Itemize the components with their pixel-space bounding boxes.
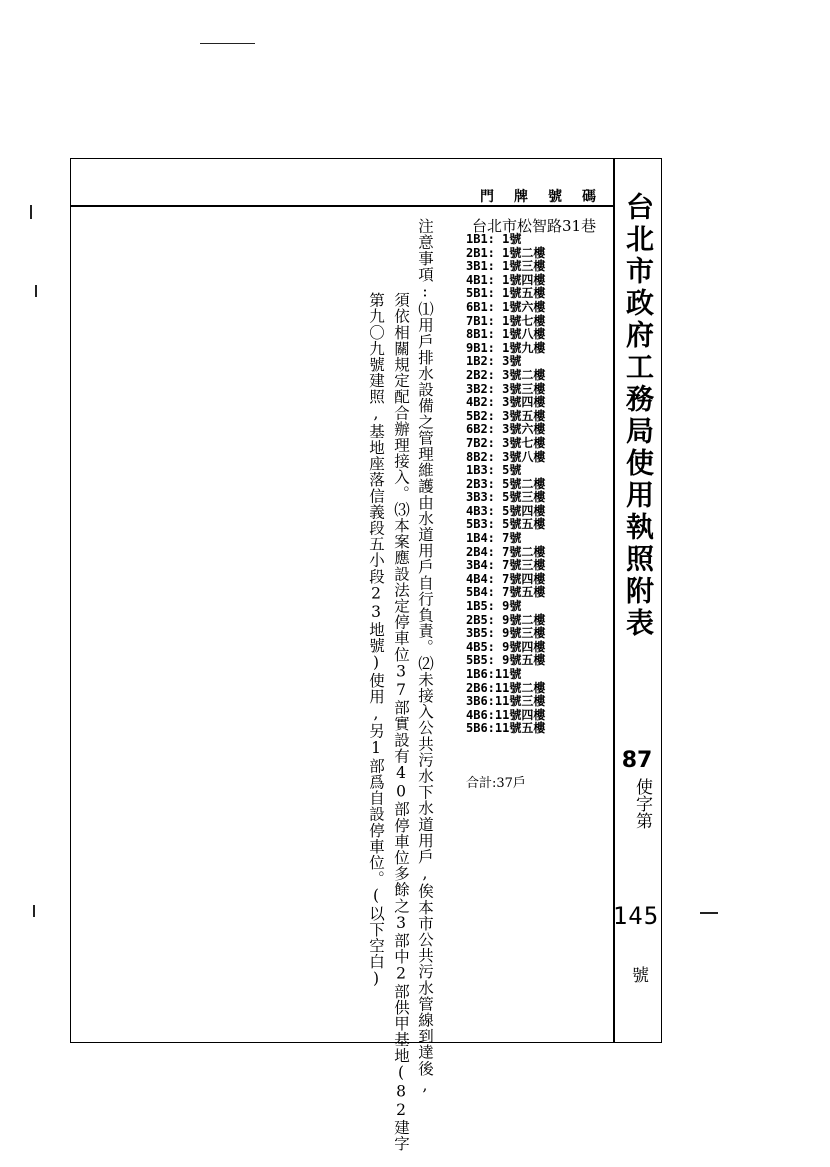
column-header: 門牌號碼	[480, 189, 616, 205]
unit-list-item: 6B2: 3號六樓	[466, 422, 546, 437]
unit-list-item: 2B3: 5號二樓	[466, 476, 546, 491]
unit-list-item: 5B4: 7號五樓	[466, 585, 546, 600]
unit-list-item: 7B1: 1號七樓	[466, 313, 546, 328]
unit-list-item: 2B2: 3號二樓	[466, 367, 546, 382]
scan-speck	[30, 205, 32, 219]
unit-list-item: 2B6:11號二樓	[466, 680, 546, 695]
permit-suffix: 號	[628, 966, 648, 983]
unit-list-item: 3B6:11號三樓	[466, 694, 546, 709]
unit-list-item: 1B2: 3號	[466, 354, 522, 369]
unit-list-item: 3B1: 1號三樓	[466, 259, 546, 274]
unit-list-item: 4B6:11號四樓	[466, 707, 546, 722]
unit-list-item: 9B1: 1號九樓	[466, 340, 546, 355]
unit-list-item: 6B1: 1號六樓	[466, 299, 546, 314]
unit-list-item: 3B5: 9號三樓	[466, 626, 546, 641]
unit-total: 合計:37戶	[466, 776, 526, 791]
unit-list-item: 2B1: 1號二樓	[466, 245, 546, 260]
unit-list-item: 4B5: 9號四樓	[466, 639, 546, 654]
unit-list-item: 3B4: 7號三樓	[466, 558, 546, 573]
scan-speck	[33, 905, 35, 917]
unit-list	[466, 233, 545, 736]
permit-type: 使字第	[632, 778, 652, 829]
unit-list-item: 7B2: 3號七樓	[466, 435, 546, 450]
unit-list-item: 2B5: 9號二樓	[466, 612, 546, 627]
unit-list-item: 2B4: 7號二樓	[466, 544, 546, 559]
unit-list-item: 4B3: 5號四樓	[466, 503, 546, 518]
unit-list-item: 3B2: 3號三樓	[466, 381, 546, 396]
unit-list-item: 1B6:11號	[466, 667, 522, 681]
permit-number: 145	[612, 902, 660, 930]
unit-list-item: 1B3: 5號	[466, 463, 522, 478]
street-name: 台北市松智路31巷	[472, 217, 597, 235]
scan-speck	[200, 43, 255, 44]
note-line-3: 第九〇九號建照,基地座落信義段五小段23地號)使用,另1部爲自設停車位。(以下空白)	[367, 292, 385, 989]
unit-list-item: 5B1: 1號五樓	[466, 286, 546, 301]
unit-list-item: 4B1: 1號四樓	[466, 272, 546, 287]
unit-list-item: 5B3: 5號五樓	[466, 517, 546, 532]
note-line-1: 注意事項:⑴用戶排水設備之管理維護由水道用戶自行負責。⑵未接入公共污水下水道用戶,俟本市公共污水管線到達後,	[416, 218, 434, 1095]
unit-list-item: 4B2: 3號四樓	[466, 395, 546, 410]
unit-list-item: 5B5: 9號五樓	[466, 653, 546, 668]
note-line-2: 須依相關規定配合辦理接入。⑶本案應設法定停車位37部實設有40部停車位多餘之3部中2部供甲基地(82建字	[392, 292, 410, 1152]
scan-speck	[700, 912, 718, 914]
permit-prefix: 87	[621, 748, 653, 773]
unit-list-item: 5B6:11號五樓	[466, 721, 546, 736]
unit-list-item: 8B1: 1號八樓	[466, 327, 546, 342]
unit-list-item: 4B4: 7號四樓	[466, 571, 546, 586]
unit-list-item: 5B2: 3號五樓	[466, 408, 546, 423]
unit-list-item: 1B4: 7號	[466, 531, 522, 546]
unit-list-item: 1B1: 1號	[466, 232, 522, 246]
form-title: 台北市政府工務局使用執照附表	[622, 192, 655, 640]
unit-list-item: 3B3: 5號三樓	[466, 490, 546, 505]
unit-list-item: 1B5: 9號	[466, 599, 522, 614]
unit-list-item: 8B2: 3號八樓	[466, 449, 546, 464]
scan-speck	[35, 285, 37, 297]
